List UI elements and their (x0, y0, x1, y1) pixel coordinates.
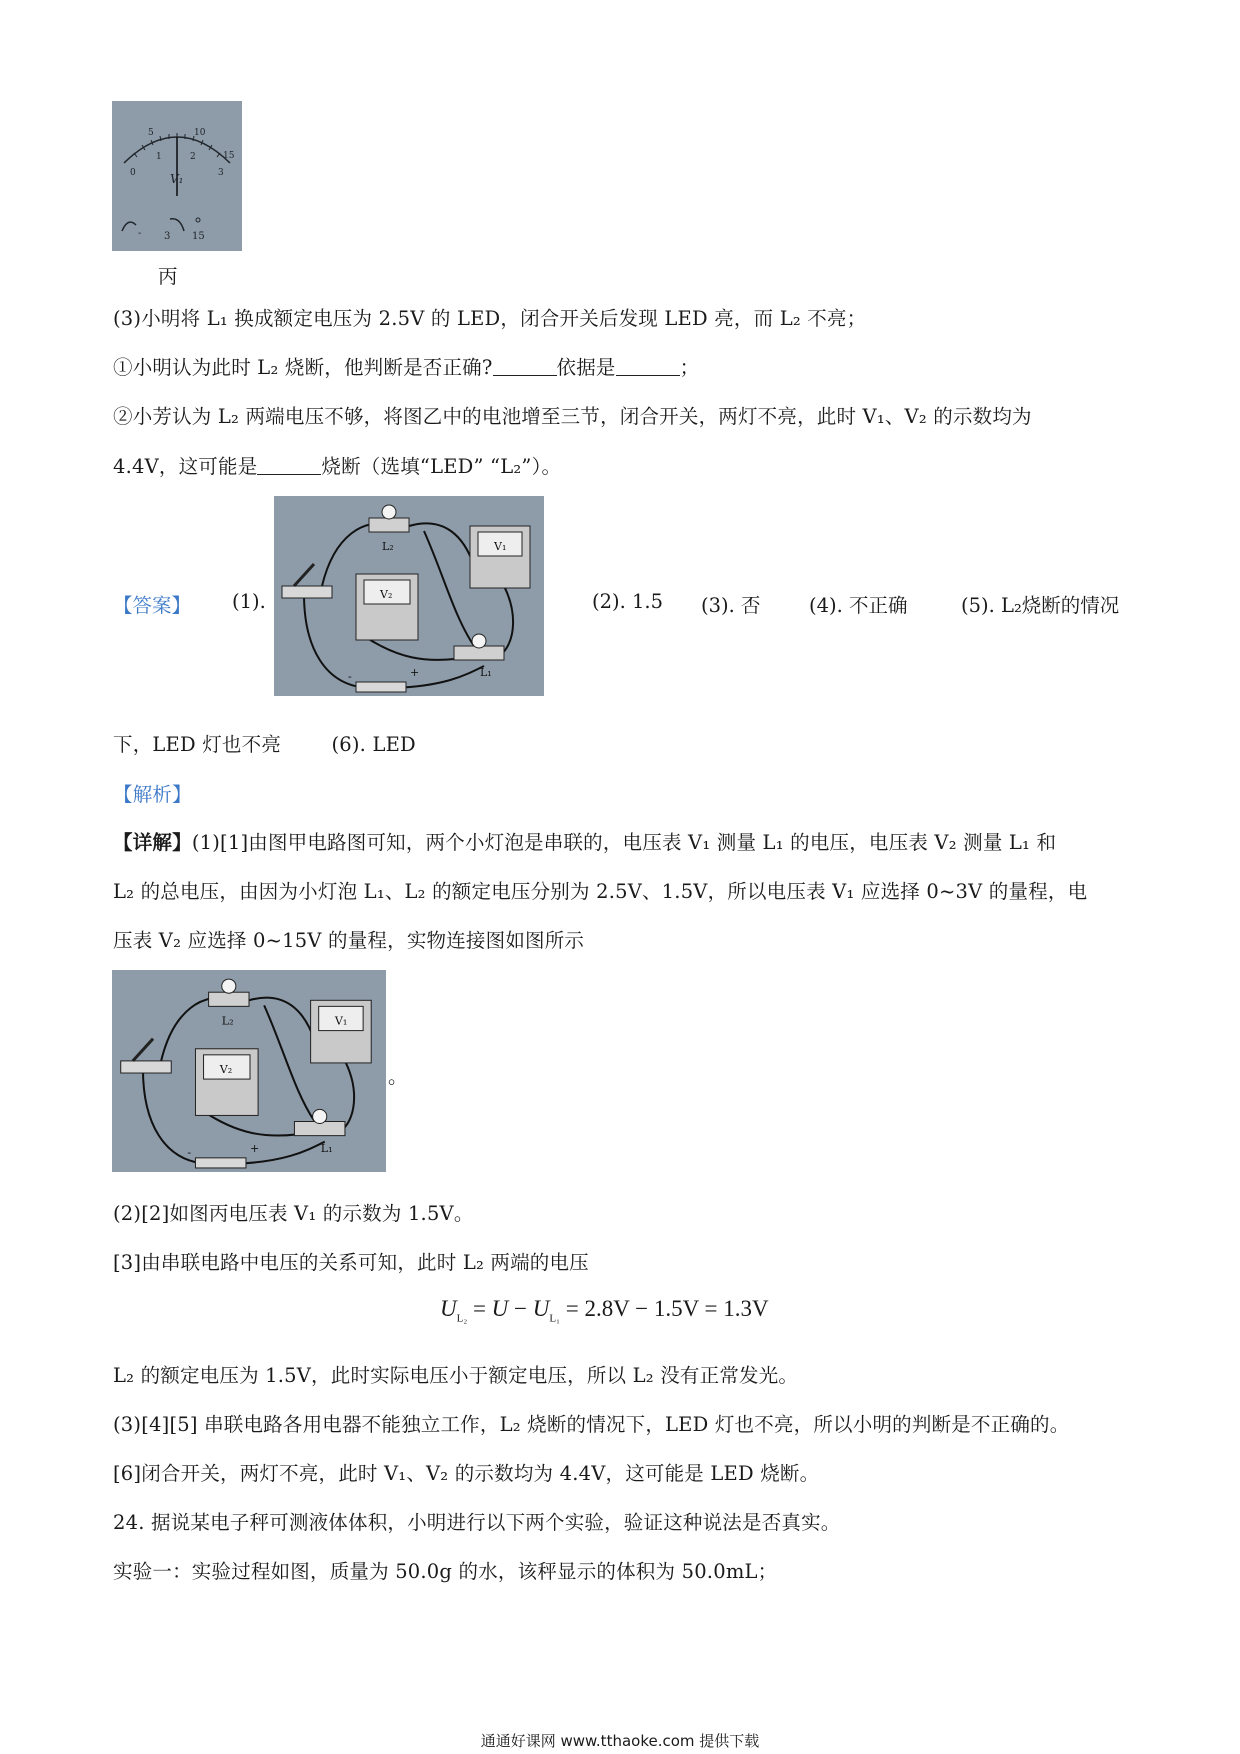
voltmeter-dial-figure (112, 101, 242, 251)
formula-sub-l2: L₂ (456, 1312, 468, 1325)
dial-label-5: 5 (148, 128, 154, 138)
terminal-minus: - (138, 228, 142, 239)
dial-label-0: 0 (130, 168, 136, 178)
formula-u: U (491, 1296, 509, 1321)
answer-blank-1 (493, 357, 557, 376)
detail-label: 【详解】 (113, 831, 192, 854)
q3-part1-question: ①小明认为此时 L₂ 烧断，他判断是否正确? (113, 356, 493, 379)
label-v2: V₂ (380, 588, 393, 601)
dial-label-15: 15 (223, 151, 235, 161)
label-v1: V₁ (334, 1014, 348, 1028)
q3-part1 (113, 352, 699, 380)
label-l2: L₂ (382, 540, 394, 553)
formula-sub-l1: L₁ (549, 1312, 560, 1325)
label-plus: + (410, 666, 420, 679)
analysis-p1-line1-text: (1)[1]由图甲电路图可知，两个小灯泡是串联的，电压表 V₁ 测量 L₁ 的电压，电压表 V₂ 测量 L₁ 和 (191, 831, 1057, 854)
analysis-p1-line3: 压表 V₂ 应选择 0~15V 的量程，实物连接图如图所示 (113, 929, 585, 952)
dial-label-2: 2 (190, 152, 196, 162)
q3-intro: (3)小明将 L₁ 换成额定电压为 2.5V 的 LED，闭合开关后发现 LED 亮，而 L₂ 不亮； (113, 307, 867, 330)
answer-item-5: (5). L₂烧断的情况 (961, 594, 1120, 617)
answer-label: 【答案】 (113, 594, 192, 617)
q24-title: 24. 据说某电子秤可测液体体积，小明进行以下两个实验，验证这种说法是否真实。 (113, 1511, 841, 1534)
analysis-p4: L₂ 的额定电压为 1.5V，此时实际电压小于额定电压，所以 L₂ 没有正常发光。 (113, 1364, 799, 1387)
q3-part2-line1: ②小芳认为 L₂ 两端电压不够，将图乙中的电池增至三节，闭合开关，两灯不亮，此时 V₁、V₂ 的示数均为 (113, 405, 1032, 428)
circuit-drawing-answer (274, 496, 544, 696)
dial-label-10: 10 (194, 128, 206, 138)
q3-part2-text-b: 烧断（选填“LED” “L₂”）。 (321, 455, 562, 478)
formula-minus: − (514, 1296, 528, 1321)
label-l2: L₂ (221, 1014, 234, 1028)
analysis-p3: [3]由串联电路中电压的关系可知，此时 L₂ 两端的电压 (113, 1251, 589, 1274)
q3-part2-text-a: 4.4V，这可能是 (113, 455, 258, 478)
answer-continued (113, 729, 416, 757)
answer-continued-text: 下，LED 灯也不亮 (113, 733, 282, 756)
answer-item-3: (3). 否 (701, 594, 761, 617)
answer-blank-3 (257, 456, 321, 475)
terminal-3: 3 (164, 231, 171, 242)
page-footer: 通通好课网 www.tthaoke.com 提供下载 (480, 1732, 760, 1750)
answer-item-2: (2). 1.5 (592, 590, 664, 613)
answer-item-4: (4). 不正确 (809, 594, 908, 617)
q3-part1-basis: 依据是 (556, 356, 616, 379)
answer-item-6: (6). LED (331, 733, 416, 756)
label-v1: V₁ (494, 540, 507, 553)
analysis-p1-line2: L₂ 的总电压，由因为小灯泡 L₁、L₂ 的额定电压分别为 2.5V、1.5V，所以电压表 V₁ 应选择 0~3V 的量程，电 (113, 880, 1088, 903)
formula-equals: = (472, 1296, 486, 1321)
voltage-formula (440, 1296, 769, 1325)
dial-label-1: 1 (156, 152, 162, 162)
formula-u-l2: U (440, 1296, 457, 1321)
analysis-p6: [6]闭合开关，两灯不亮，此时 V₁、V₂ 的示数均为 4.4V，这可能是 LED 烧断。 (113, 1462, 820, 1485)
label-l1: L₁ (320, 1141, 333, 1155)
label-minus: - (348, 670, 352, 683)
answer-blank-2 (616, 357, 680, 376)
dial-label-3: 3 (218, 168, 224, 178)
circuit-drawing-analysis (112, 970, 386, 1172)
analysis-p5: (3)[4][5] 串联电路各用电器不能独立工作，L₂ 烧断的情况下，LED 灯也不亮，所以小明的判断是不正确的。 (113, 1413, 1070, 1436)
analysis-p2: (2)[2]如图丙电压表 V₁ 的示数为 1.5V。 (113, 1202, 474, 1225)
q24-experiment-1: 实验一：实验过程如图，质量为 50.0g 的水，该秤显示的体积为 50.0mL； (113, 1560, 778, 1583)
answer-item-1: (1). (232, 590, 266, 613)
analysis-label: 【解析】 (113, 783, 192, 806)
formula-rhs: = 2.8V − 1.5V = 1.3V (565, 1296, 769, 1321)
analysis-p1-line1 (113, 827, 1056, 855)
figure-period: 。 (388, 1065, 408, 1088)
circuit-figure-analysis (112, 970, 386, 1172)
figure-caption-bing: 丙 (158, 265, 178, 288)
q3-part2-line2 (113, 451, 561, 479)
label-l1: L₁ (480, 666, 492, 679)
terminal-15: 15 (192, 231, 205, 242)
label-plus: + (250, 1141, 260, 1155)
label-minus: - (187, 1145, 192, 1159)
q3-part1-end: ； (679, 356, 700, 379)
voltmeter-dial-drawing (112, 101, 242, 251)
circuit-figure-answer (274, 496, 544, 696)
label-v2: V₂ (219, 1063, 233, 1077)
meter-symbol-v1: V₁ (170, 172, 184, 186)
formula-u-l1: U (532, 1296, 550, 1321)
